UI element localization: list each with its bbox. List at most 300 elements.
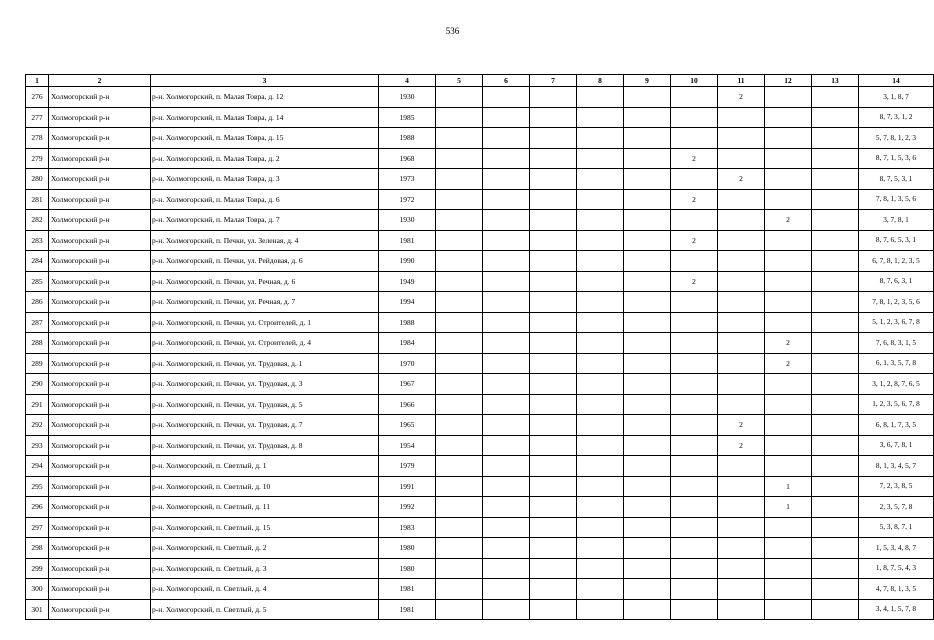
col13-cell bbox=[812, 107, 859, 128]
col11-cell bbox=[718, 599, 765, 620]
col8-cell bbox=[577, 148, 624, 169]
col5-cell bbox=[436, 476, 483, 497]
year-cell: 1965 bbox=[379, 415, 436, 436]
col14-cell: 1, 5, 3, 4, 8, 7 bbox=[859, 538, 934, 559]
year-cell: 1968 bbox=[379, 148, 436, 169]
col11-cell bbox=[718, 251, 765, 272]
table-row bbox=[26, 107, 934, 128]
district-cell: Холмогорский р-н bbox=[49, 517, 151, 538]
col13-cell bbox=[812, 476, 859, 497]
col13-cell bbox=[812, 230, 859, 251]
col12-cell bbox=[765, 292, 812, 313]
col7-cell bbox=[530, 497, 577, 518]
column-header-1: 1 bbox=[26, 75, 49, 87]
column-header-7: 7 bbox=[530, 75, 577, 87]
table-row bbox=[26, 148, 934, 169]
col9-cell bbox=[624, 456, 671, 477]
col6-cell bbox=[483, 415, 530, 436]
address-cell: р-н. Холмогорский, п. Малая Товра, д. 2 bbox=[151, 148, 379, 169]
col6-cell bbox=[483, 189, 530, 210]
table-row bbox=[26, 415, 934, 436]
col8-cell bbox=[577, 230, 624, 251]
col9-cell bbox=[624, 251, 671, 272]
col12-cell: 2 bbox=[765, 333, 812, 354]
col11-cell bbox=[718, 538, 765, 559]
row-number: 297 bbox=[26, 517, 49, 538]
col9-cell bbox=[624, 87, 671, 108]
col5-cell bbox=[436, 558, 483, 579]
district-cell: Холмогорский р-н bbox=[49, 456, 151, 477]
district-cell: Холмогорский р-н bbox=[49, 333, 151, 354]
col14-cell: 5, 7, 8, 1, 2, 3 bbox=[859, 128, 934, 149]
col12-cell bbox=[765, 312, 812, 333]
col13-cell bbox=[812, 517, 859, 538]
col7-cell bbox=[530, 374, 577, 395]
row-number: 283 bbox=[26, 230, 49, 251]
district-cell: Холмогорский р-н bbox=[49, 210, 151, 231]
row-number: 289 bbox=[26, 353, 49, 374]
row-number: 277 bbox=[26, 107, 49, 128]
col14-cell: 8, 1, 3, 4, 5, 7 bbox=[859, 456, 934, 477]
row-number: 278 bbox=[26, 128, 49, 149]
col7-cell bbox=[530, 87, 577, 108]
col8-cell bbox=[577, 87, 624, 108]
year-cell: 1988 bbox=[379, 312, 436, 333]
col12-cell bbox=[765, 230, 812, 251]
col5-cell bbox=[436, 148, 483, 169]
col6-cell bbox=[483, 538, 530, 559]
col12-cell: 2 bbox=[765, 210, 812, 231]
col6-cell bbox=[483, 230, 530, 251]
row-number: 301 bbox=[26, 599, 49, 620]
col7-cell bbox=[530, 271, 577, 292]
col11-cell bbox=[718, 394, 765, 415]
row-number: 300 bbox=[26, 579, 49, 600]
row-number: 299 bbox=[26, 558, 49, 579]
col7-cell bbox=[530, 333, 577, 354]
col8-cell bbox=[577, 169, 624, 190]
col5-cell bbox=[436, 189, 483, 210]
column-header-11: 11 bbox=[718, 75, 765, 87]
col9-cell bbox=[624, 128, 671, 149]
col6-cell bbox=[483, 476, 530, 497]
address-cell: р-н. Холмогорский, п. Светлый, д. 11 bbox=[151, 497, 379, 518]
col6-cell bbox=[483, 394, 530, 415]
col8-cell bbox=[577, 251, 624, 272]
col7-cell bbox=[530, 210, 577, 231]
col9-cell bbox=[624, 476, 671, 497]
col7-cell bbox=[530, 558, 577, 579]
col13-cell bbox=[812, 415, 859, 436]
col14-cell: 5, 3, 8, 7, 1 bbox=[859, 517, 934, 538]
col7-cell bbox=[530, 312, 577, 333]
year-cell: 1973 bbox=[379, 169, 436, 190]
row-number: 295 bbox=[26, 476, 49, 497]
year-cell: 1985 bbox=[379, 107, 436, 128]
district-cell: Холмогорский р-н bbox=[49, 394, 151, 415]
col5-cell bbox=[436, 210, 483, 231]
district-cell: Холмогорский р-н bbox=[49, 107, 151, 128]
col9-cell bbox=[624, 189, 671, 210]
district-cell: Холмогорский р-н bbox=[49, 169, 151, 190]
col9-cell bbox=[624, 415, 671, 436]
col8-cell bbox=[577, 517, 624, 538]
col8-cell bbox=[577, 312, 624, 333]
address-cell: р-н. Холмогорский, п. Печки, ул. Рейдовая, д. 6 bbox=[151, 251, 379, 272]
col7-cell bbox=[530, 107, 577, 128]
col10-cell bbox=[671, 107, 718, 128]
col12-cell: 1 bbox=[765, 497, 812, 518]
row-number: 287 bbox=[26, 312, 49, 333]
col7-cell bbox=[530, 517, 577, 538]
col10-cell: 2 bbox=[671, 148, 718, 169]
col11-cell bbox=[718, 107, 765, 128]
col12-cell bbox=[765, 87, 812, 108]
col13-cell bbox=[812, 579, 859, 600]
district-cell: Холмогорский р-н bbox=[49, 374, 151, 395]
col13-cell bbox=[812, 497, 859, 518]
col8-cell bbox=[577, 292, 624, 313]
col5-cell bbox=[436, 599, 483, 620]
address-cell: р-н. Холмогорский, п. Светлый, д. 10 bbox=[151, 476, 379, 497]
address-cell: р-н. Холмогорский, п. Печки, ул. Речная, д. 7 bbox=[151, 292, 379, 313]
col11-cell bbox=[718, 517, 765, 538]
col10-cell bbox=[671, 251, 718, 272]
district-cell: Холмогорский р-н bbox=[49, 599, 151, 620]
col14-cell: 7, 8, 1, 2, 3, 5, 6 bbox=[859, 292, 934, 313]
col14-cell: 6, 7, 8, 1, 2, 3, 5 bbox=[859, 251, 934, 272]
col13-cell bbox=[812, 599, 859, 620]
col12-cell: 2 bbox=[765, 353, 812, 374]
col8-cell bbox=[577, 497, 624, 518]
col5-cell bbox=[436, 415, 483, 436]
col9-cell bbox=[624, 107, 671, 128]
row-number: 288 bbox=[26, 333, 49, 354]
col12-cell bbox=[765, 599, 812, 620]
col7-cell bbox=[530, 128, 577, 149]
col14-cell: 5, 1, 2, 3, 6, 7, 8 bbox=[859, 312, 934, 333]
col14-cell: 3, 1, 8, 7 bbox=[859, 87, 934, 108]
col10-cell bbox=[671, 374, 718, 395]
address-cell: р-н. Холмогорский, п. Малая Товра, д. 14 bbox=[151, 107, 379, 128]
col13-cell bbox=[812, 148, 859, 169]
address-cell: р-н. Холмогорский, п. Печки, ул. Зеленая, д. 4 bbox=[151, 230, 379, 251]
table-body bbox=[26, 87, 934, 620]
year-cell: 1954 bbox=[379, 435, 436, 456]
col10-cell bbox=[671, 312, 718, 333]
col10-cell bbox=[671, 353, 718, 374]
col6-cell bbox=[483, 333, 530, 354]
col6-cell bbox=[483, 128, 530, 149]
col13-cell bbox=[812, 128, 859, 149]
col8-cell bbox=[577, 558, 624, 579]
col14-cell: 2, 3, 5, 7, 8 bbox=[859, 497, 934, 518]
year-cell: 1992 bbox=[379, 497, 436, 518]
col11-cell: 2 bbox=[718, 87, 765, 108]
row-number: 284 bbox=[26, 251, 49, 272]
col12-cell bbox=[765, 579, 812, 600]
col11-cell: 2 bbox=[718, 415, 765, 436]
table-row bbox=[26, 271, 934, 292]
district-cell: Холмогорский р-н bbox=[49, 353, 151, 374]
year-cell: 1930 bbox=[379, 87, 436, 108]
col6-cell bbox=[483, 210, 530, 231]
table-row bbox=[26, 517, 934, 538]
col12-cell bbox=[765, 558, 812, 579]
col8-cell bbox=[577, 599, 624, 620]
col13-cell bbox=[812, 333, 859, 354]
col5-cell bbox=[436, 435, 483, 456]
col5-cell bbox=[436, 251, 483, 272]
col6-cell bbox=[483, 312, 530, 333]
table-row bbox=[26, 353, 934, 374]
col10-cell bbox=[671, 538, 718, 559]
district-cell: Холмогорский р-н bbox=[49, 271, 151, 292]
row-number: 291 bbox=[26, 394, 49, 415]
year-cell: 1994 bbox=[379, 292, 436, 313]
table-row bbox=[26, 189, 934, 210]
col8-cell bbox=[577, 374, 624, 395]
col10-cell bbox=[671, 169, 718, 190]
col5-cell bbox=[436, 517, 483, 538]
col5-cell bbox=[436, 374, 483, 395]
col11-cell: 2 bbox=[718, 435, 765, 456]
address-cell: р-н. Холмогорский, п. Печки, ул. Речная, д. 6 bbox=[151, 271, 379, 292]
col11-cell: 2 bbox=[718, 169, 765, 190]
row-number: 293 bbox=[26, 435, 49, 456]
col9-cell bbox=[624, 497, 671, 518]
year-cell: 1984 bbox=[379, 333, 436, 354]
col10-cell bbox=[671, 579, 718, 600]
col8-cell bbox=[577, 210, 624, 231]
col10-cell bbox=[671, 333, 718, 354]
col6-cell bbox=[483, 169, 530, 190]
district-cell: Холмогорский р-н bbox=[49, 148, 151, 169]
col9-cell bbox=[624, 599, 671, 620]
col11-cell bbox=[718, 312, 765, 333]
table-row bbox=[26, 333, 934, 354]
address-cell: р-н. Холмогорский, п. Малая Товра, д. 12 bbox=[151, 87, 379, 108]
col7-cell bbox=[530, 579, 577, 600]
col12-cell bbox=[765, 169, 812, 190]
address-cell: р-н. Холмогорский, п. Светлый, д. 4 bbox=[151, 579, 379, 600]
address-cell: р-н. Холмогорский, п. Светлый, д. 3 bbox=[151, 558, 379, 579]
district-cell: Холмогорский р-н bbox=[49, 189, 151, 210]
col14-cell: 8, 7, 6, 3, 1 bbox=[859, 271, 934, 292]
district-cell: Холмогорский р-н bbox=[49, 476, 151, 497]
col10-cell bbox=[671, 456, 718, 477]
col9-cell bbox=[624, 312, 671, 333]
col8-cell bbox=[577, 107, 624, 128]
col9-cell bbox=[624, 558, 671, 579]
col12-cell bbox=[765, 107, 812, 128]
col5-cell bbox=[436, 230, 483, 251]
district-cell: Холмогорский р-н bbox=[49, 251, 151, 272]
col8-cell bbox=[577, 333, 624, 354]
col12-cell bbox=[765, 148, 812, 169]
col13-cell bbox=[812, 312, 859, 333]
col8-cell bbox=[577, 394, 624, 415]
row-number: 281 bbox=[26, 189, 49, 210]
district-cell: Холмогорский р-н bbox=[49, 230, 151, 251]
col7-cell bbox=[530, 394, 577, 415]
col10-cell bbox=[671, 558, 718, 579]
col6-cell bbox=[483, 374, 530, 395]
col5-cell bbox=[436, 107, 483, 128]
column-header-9: 9 bbox=[624, 75, 671, 87]
year-cell: 1983 bbox=[379, 517, 436, 538]
col6-cell bbox=[483, 353, 530, 374]
col5-cell bbox=[436, 333, 483, 354]
table-row bbox=[26, 230, 934, 251]
col14-cell: 8, 7, 6, 5, 3, 1 bbox=[859, 230, 934, 251]
col8-cell bbox=[577, 353, 624, 374]
col5-cell bbox=[436, 292, 483, 313]
table-row bbox=[26, 312, 934, 333]
district-cell: Холмогорский р-н bbox=[49, 128, 151, 149]
col14-cell: 7, 2, 3, 8, 5 bbox=[859, 476, 934, 497]
district-cell: Холмогорский р-н bbox=[49, 538, 151, 559]
col13-cell bbox=[812, 292, 859, 313]
col6-cell bbox=[483, 292, 530, 313]
col13-cell bbox=[812, 394, 859, 415]
table-row bbox=[26, 538, 934, 559]
col13-cell bbox=[812, 435, 859, 456]
col8-cell bbox=[577, 271, 624, 292]
col7-cell bbox=[530, 456, 577, 477]
col12-cell bbox=[765, 251, 812, 272]
col12-cell bbox=[765, 374, 812, 395]
address-cell: р-н. Холмогорский, п. Печки, ул. Строителей, д. 1 bbox=[151, 312, 379, 333]
column-header-6: 6 bbox=[483, 75, 530, 87]
header-row bbox=[26, 75, 934, 87]
table-row bbox=[26, 476, 934, 497]
col9-cell bbox=[624, 353, 671, 374]
row-number: 296 bbox=[26, 497, 49, 518]
table-header bbox=[26, 75, 934, 87]
col9-cell bbox=[624, 538, 671, 559]
col9-cell bbox=[624, 517, 671, 538]
address-cell: р-н. Холмогорский, п. Светлый, д. 15 bbox=[151, 517, 379, 538]
year-cell: 1988 bbox=[379, 128, 436, 149]
address-cell: р-н. Холмогорский, п. Печки, ул. Трудовая, д. 5 bbox=[151, 394, 379, 415]
col13-cell bbox=[812, 189, 859, 210]
col14-cell: 8, 7, 3, 1, 2 bbox=[859, 107, 934, 128]
col5-cell bbox=[436, 538, 483, 559]
column-header-12: 12 bbox=[765, 75, 812, 87]
col14-cell: 1, 8, 7, 5, 4, 3 bbox=[859, 558, 934, 579]
table-row bbox=[26, 292, 934, 313]
col5-cell bbox=[436, 579, 483, 600]
column-header-4: 4 bbox=[379, 75, 436, 87]
year-cell: 1981 bbox=[379, 230, 436, 251]
column-header-2: 2 bbox=[49, 75, 151, 87]
page-number: 536 bbox=[445, 26, 460, 36]
address-cell: р-н. Холмогорский, п. Печки, ул. Трудовая, д. 1 bbox=[151, 353, 379, 374]
col13-cell bbox=[812, 210, 859, 231]
col5-cell bbox=[436, 169, 483, 190]
col13-cell bbox=[812, 353, 859, 374]
col6-cell bbox=[483, 107, 530, 128]
table-row bbox=[26, 251, 934, 272]
col5-cell bbox=[436, 456, 483, 477]
table-row bbox=[26, 394, 934, 415]
col9-cell bbox=[624, 374, 671, 395]
row-number: 285 bbox=[26, 271, 49, 292]
col14-cell: 8, 7, 1, 5, 3, 6 bbox=[859, 148, 934, 169]
col7-cell bbox=[530, 476, 577, 497]
district-cell: Холмогорский р-н bbox=[49, 87, 151, 108]
col9-cell bbox=[624, 333, 671, 354]
col9-cell bbox=[624, 292, 671, 313]
address-cell: р-н. Холмогорский, п. Малая Товра, д. 3 bbox=[151, 169, 379, 190]
table-row bbox=[26, 169, 934, 190]
col7-cell bbox=[530, 169, 577, 190]
col10-cell bbox=[671, 128, 718, 149]
col14-cell: 4, 7, 8, 1, 3, 5 bbox=[859, 579, 934, 600]
address-cell: р-н. Холмогорский, п. Малая Товра, д. 7 bbox=[151, 210, 379, 231]
col6-cell bbox=[483, 579, 530, 600]
year-cell: 1970 bbox=[379, 353, 436, 374]
col11-cell bbox=[718, 374, 765, 395]
col7-cell bbox=[530, 292, 577, 313]
col13-cell bbox=[812, 87, 859, 108]
col6-cell bbox=[483, 517, 530, 538]
col8-cell bbox=[577, 435, 624, 456]
col9-cell bbox=[624, 230, 671, 251]
address-cell: р-н. Холмогорский, п. Печки, ул. Трудовая, д. 3 bbox=[151, 374, 379, 395]
col7-cell bbox=[530, 415, 577, 436]
row-number: 279 bbox=[26, 148, 49, 169]
year-cell: 1980 bbox=[379, 538, 436, 559]
table-row bbox=[26, 374, 934, 395]
year-cell: 1990 bbox=[379, 251, 436, 272]
col8-cell bbox=[577, 415, 624, 436]
col8-cell bbox=[577, 476, 624, 497]
housing-table bbox=[25, 74, 934, 620]
col7-cell bbox=[530, 435, 577, 456]
col13-cell bbox=[812, 374, 859, 395]
col12-cell bbox=[765, 128, 812, 149]
col5-cell bbox=[436, 87, 483, 108]
row-number: 292 bbox=[26, 415, 49, 436]
row-number: 298 bbox=[26, 538, 49, 559]
col10-cell bbox=[671, 599, 718, 620]
col10-cell bbox=[671, 517, 718, 538]
col12-cell bbox=[765, 435, 812, 456]
table-row bbox=[26, 558, 934, 579]
col5-cell bbox=[436, 394, 483, 415]
district-cell: Холмогорский р-н bbox=[49, 579, 151, 600]
col11-cell bbox=[718, 497, 765, 518]
col12-cell: 1 bbox=[765, 476, 812, 497]
col5-cell bbox=[436, 128, 483, 149]
year-cell: 1972 bbox=[379, 189, 436, 210]
col11-cell bbox=[718, 189, 765, 210]
col6-cell bbox=[483, 456, 530, 477]
table-row bbox=[26, 579, 934, 600]
table-row bbox=[26, 497, 934, 518]
col12-cell bbox=[765, 394, 812, 415]
column-header-13: 13 bbox=[812, 75, 859, 87]
year-cell: 1930 bbox=[379, 210, 436, 231]
col10-cell bbox=[671, 497, 718, 518]
col13-cell bbox=[812, 558, 859, 579]
col12-cell bbox=[765, 456, 812, 477]
col6-cell bbox=[483, 87, 530, 108]
col10-cell bbox=[671, 435, 718, 456]
col11-cell bbox=[718, 148, 765, 169]
